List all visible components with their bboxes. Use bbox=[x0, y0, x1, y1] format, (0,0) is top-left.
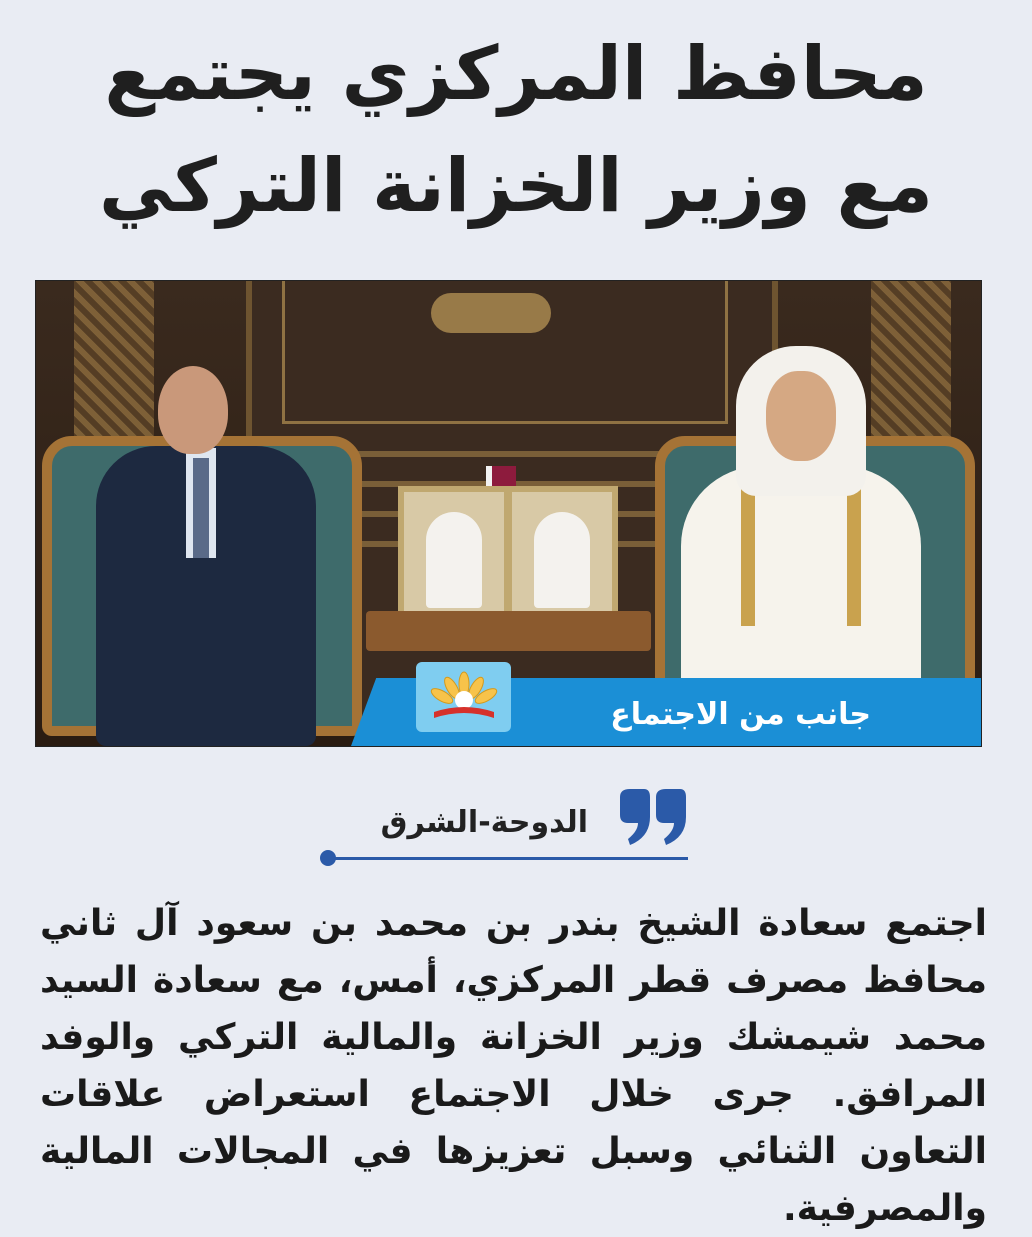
tie bbox=[193, 458, 209, 558]
dateline-dot bbox=[320, 850, 336, 866]
dateline-text: الدوحة-الشرق bbox=[380, 805, 588, 840]
headline bbox=[40, 18, 992, 242]
article-body: اجتمع سعادة الشيخ بندر بن محمد بن سعود آل ثاني محافظ مصرف قطر المركزي، أمس، مع سعادة السيد محمد شيمشك وزير الخزانة والمالية التركي والوفد المرافق. جرى خلال الاجتماع استعراض علاقات التعاون الثنائي وسبل تعزيزها في المجالات المالية والمصرفية. bbox=[40, 903, 987, 1229]
quote-icon bbox=[616, 787, 688, 849]
portrait-frame bbox=[398, 486, 510, 620]
emblem-icon bbox=[431, 293, 551, 333]
face bbox=[766, 371, 836, 461]
photo-caption: جانب من الاجتماع bbox=[610, 697, 871, 732]
headline-line-1: محافظ المركزي يجتمع bbox=[104, 31, 928, 117]
headline-line-2: مع وزير الخزانة التركي bbox=[99, 143, 933, 229]
head bbox=[158, 366, 228, 454]
meeting-photo bbox=[35, 280, 982, 747]
dateline-rule bbox=[328, 857, 688, 860]
side-table bbox=[366, 611, 651, 651]
newspaper-logo-icon bbox=[416, 662, 511, 732]
caption-bar bbox=[36, 676, 981, 746]
portrait-frame bbox=[506, 486, 618, 620]
dateline bbox=[318, 775, 698, 875]
